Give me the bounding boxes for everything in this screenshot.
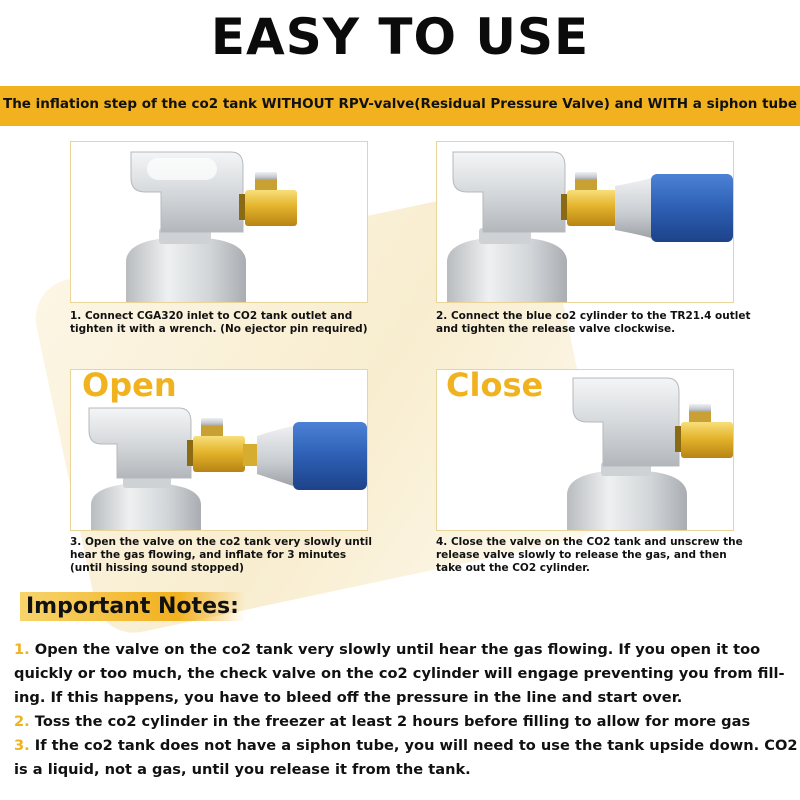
- note-3-line: is a liquid, not a gas, until you release it from the tank.: [14, 761, 471, 778]
- note-1-line: quickly or too much, the check valve on the co2 cylinder will engage preventing you from fill-: [14, 665, 785, 682]
- step-line: 3. Open the valve on the co2 tank very slowly until: [70, 536, 372, 548]
- page-title: EASY TO USE: [210, 8, 590, 66]
- co2-tank-valve-illustration: [71, 142, 367, 302]
- step-line: tighten it with a wrench. (No ejector pin required): [70, 323, 368, 335]
- step-line: (until hissing sound stopped): [70, 562, 244, 574]
- important-notes-title: Important Notes:: [20, 592, 245, 621]
- banner-text: The inflation step of the co2 tank WITHOUT RPV-valve(Residual Pressure Valve) and WITH a siphon tube: [2, 96, 797, 112]
- step-line: release valve slowly to release the gas, and then: [436, 549, 727, 561]
- step-line: hear the gas flowing, and inflate for 3 minutes: [70, 549, 347, 561]
- step-2-text: [436, 310, 751, 336]
- step-4-text: [436, 536, 743, 575]
- step-line: 4. Close the valve on the CO2 tank and unscrew the: [436, 536, 743, 548]
- important-notes-list: [14, 638, 798, 782]
- step-1-image-panel: [70, 141, 368, 303]
- instruction-banner: [0, 86, 800, 126]
- note-number: 2.: [14, 713, 30, 730]
- step-line: take out the CO2 cylinder.: [436, 562, 590, 574]
- note-text: If the co2 tank does not have a siphon tube, you will need to use the tank upside down. CO2: [34, 737, 798, 754]
- step-2-image-panel: [436, 141, 734, 303]
- open-label: Open: [82, 366, 177, 404]
- note-number: 3.: [14, 737, 30, 754]
- step-line: and tighten the release valve clockwise.: [436, 323, 676, 335]
- close-label: Close: [446, 366, 544, 404]
- note-text: Toss the co2 cylinder in the freezer at least 2 hours before filling to allow for more gas: [34, 713, 751, 730]
- note-number: 1.: [14, 641, 30, 658]
- note-2-line: [14, 710, 794, 734]
- note-text: Open the valve on the co2 tank very slowly until hear the gas flowing. If you open it too: [34, 641, 761, 658]
- step-line: 2. Connect the blue co2 cylinder to the TR21.4 outlet: [436, 310, 751, 322]
- blue-co2-cylinder-illustration: [437, 142, 733, 302]
- step-line: 1. Connect CGA320 inlet to CO2 tank outlet and: [70, 310, 353, 322]
- note-1-line: ing. If this happens, you have to bleed off the pressure in the line and start over.: [14, 689, 683, 706]
- note-1-line: [14, 638, 794, 662]
- step-3-text: [70, 536, 372, 575]
- note-3-line: [14, 734, 798, 758]
- step-1-text: [70, 310, 368, 336]
